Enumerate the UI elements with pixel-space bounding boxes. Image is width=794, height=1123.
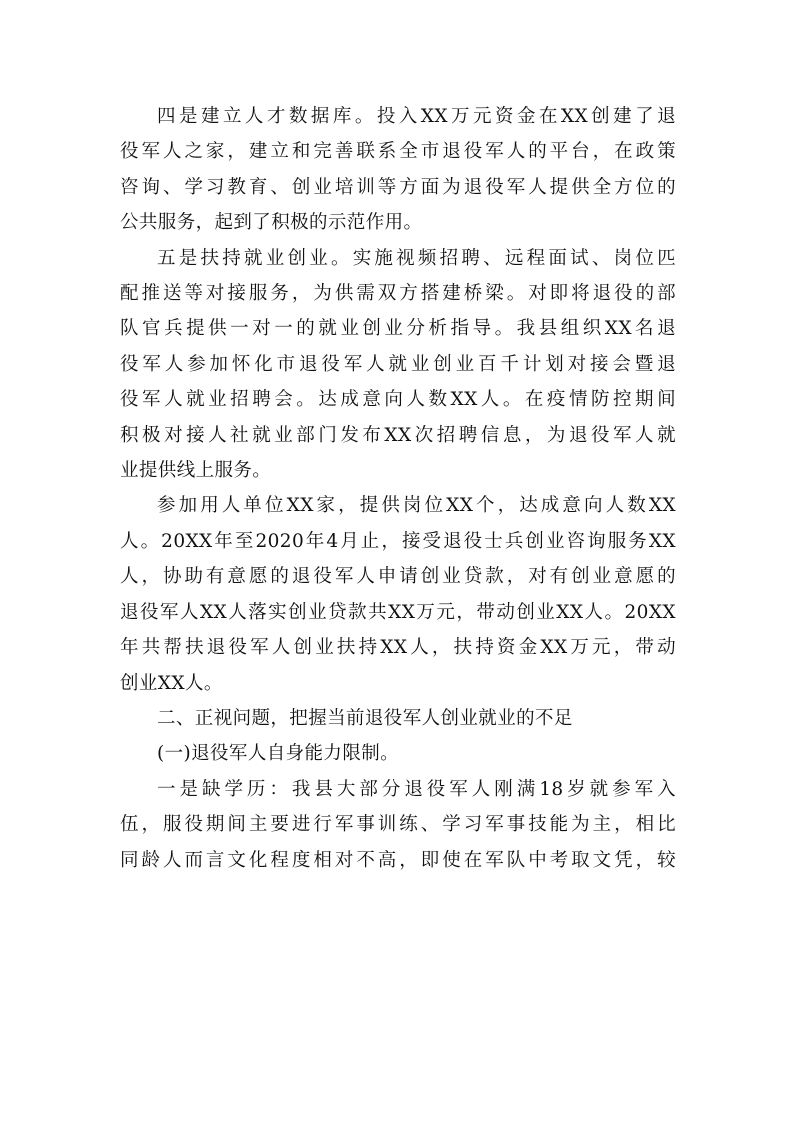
paragraph-line: 配推送等对接服务，为供需双方搭建桥梁。对即将退役的部	[120, 283, 676, 305]
paragraph-line: 参加用人单位XX家，提供岗位XX个，达成意向人数XX	[157, 495, 676, 517]
paragraph-line: 役军人之家，建立和完善联系全市退役军人的平台，在政策	[120, 141, 676, 163]
paragraph-line: 同龄人而言文化程度相对不高，即使在军队中考取文凭，较	[120, 849, 676, 871]
paragraph-line: 业提供线上服务。	[120, 460, 272, 482]
paragraph-line: 人，协助有意愿的退役军人申请创业贷款，对有创业意愿的	[120, 566, 676, 588]
paragraph-line: 年共帮扶退役军人创业扶持XX人，扶持资金XX万元，带动	[120, 637, 676, 659]
paragraph-line: 退役军人XX人落实创业贷款共XX万元，带动创业XX人。20XX	[120, 601, 676, 623]
paragraph	[120, 772, 676, 878]
paragraph-line: 创业XX人。	[120, 672, 223, 694]
paragraph-line: 二、正视问题，把握当前退役军人创业就业的不足	[157, 707, 573, 729]
paragraph-line: 伍，服役期间主要进行军事训练、学习军事技能为主，相比	[120, 814, 676, 836]
paragraph	[120, 241, 676, 489]
paragraph-line: 咨询、学习教育、创业培训等方面为退役军人提供全方位的	[120, 176, 676, 198]
paragraph	[120, 99, 676, 241]
paragraph-line: 一是缺学历：我县大部分退役军人刚满18岁就参军入	[157, 778, 676, 800]
paragraph-line: 队官兵提供一对一的就业创业分析指导。我县组织XX名退	[120, 318, 676, 340]
paragraph-line: 人。20XX年至2020年4月止，接受退役士兵创业咨询服务XX	[120, 530, 676, 552]
paragraph-line: (一)退役军人自身能力限制。	[157, 743, 400, 765]
document-body	[120, 99, 676, 878]
paragraph-line: 四是建立人才数据库。投入XX万元资金在XX创建了退	[157, 106, 676, 127]
paragraph-line: 公共服务，起到了积极的示范作用。	[120, 212, 423, 234]
paragraph	[120, 488, 676, 700]
paragraph	[120, 701, 676, 736]
paragraph-line: 役军人就业招聘会。达成意向人数XX人。在疫情防控期间	[120, 389, 676, 411]
paragraph-line: 积极对接人社就业部门发布XX次招聘信息，为退役军人就	[120, 424, 676, 446]
paragraph	[120, 736, 676, 771]
paragraph-line: 五是扶持就业创业。实施视频招聘、远程面试、岗位匹	[157, 247, 676, 269]
paragraph-line: 役军人参加怀化市退役军人就业创业百千计划对接会暨退	[120, 353, 676, 375]
